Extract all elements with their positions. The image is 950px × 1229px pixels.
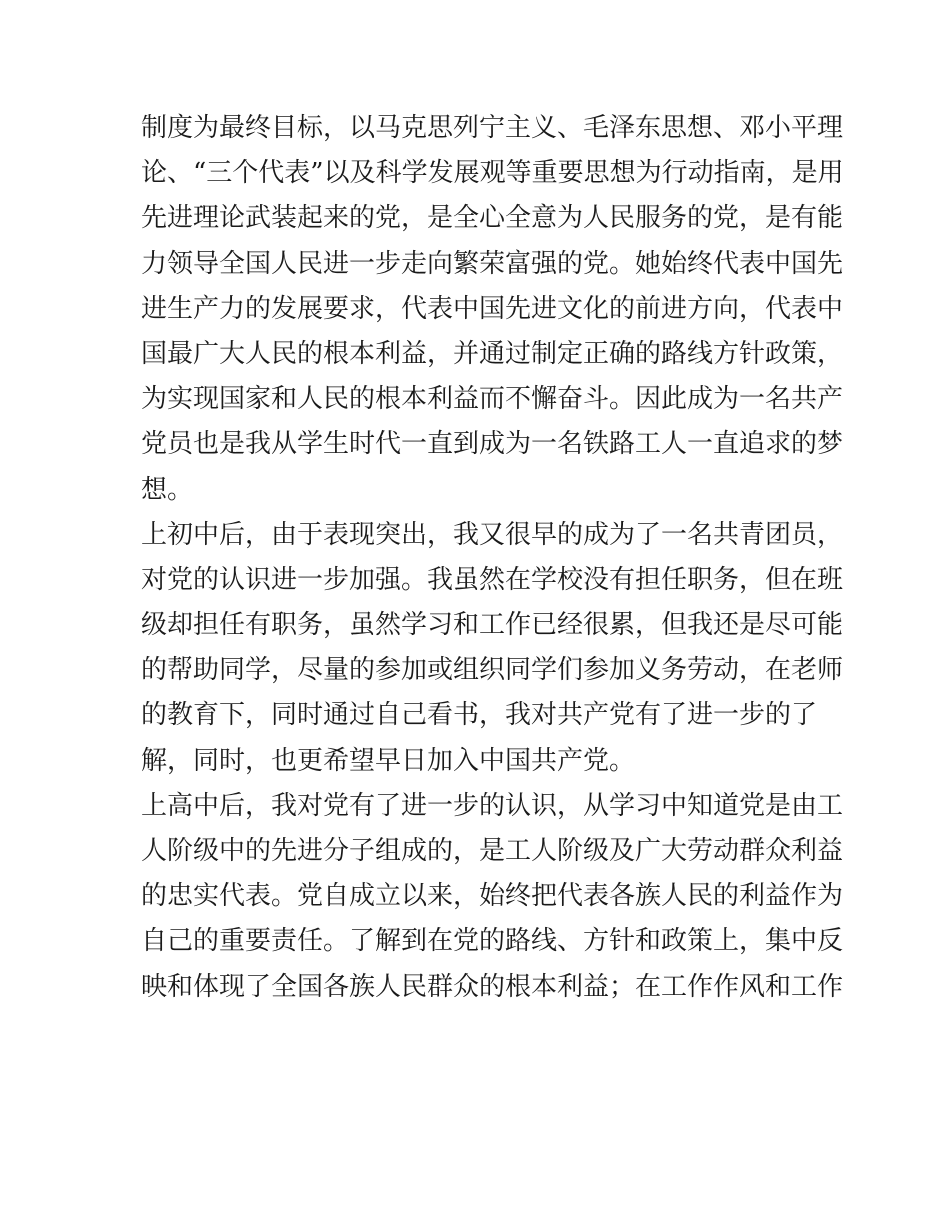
text-line: 人阶级中的先进分子组成的，是工人阶级及广大劳动群众利益 — [141, 836, 844, 866]
text-line: 先进理论武装起来的党，是全心全意为人民服务的党，是有能 — [141, 203, 844, 234]
text-line: 制度为最终目标，以马克思列宁主义、毛泽东思想、邓小平理 — [141, 113, 844, 143]
document-body — [141, 106, 844, 1010]
text-line: 对党的认识进一步加强。我虽然在学校没有担任职务，但在班 — [141, 564, 844, 595]
text-line: 解，同时，也更希望早日加入中国共产党。 — [141, 745, 636, 776]
text-line: 上初中后，由于表现突出，我又很早的成为了一名共青团员， — [141, 519, 844, 550]
text-line: 自己的重要责任。了解到在党的路线、方针和政策上，集中反 — [141, 926, 844, 957]
text-line: 为实现国家和人民的根本利益而不懈奋斗。因此成为一名共产 — [141, 384, 844, 415]
text-line: 的教育下，同时通过自己看书，我对共产党有了进一步的了 — [141, 700, 818, 731]
text-line: 国最广大人民的根本利益，并通过制定正确的路线方针政策， — [141, 338, 844, 369]
text-line: 的帮助同学，尽量的参加或组织同学们参加义务劳动，在老师 — [141, 655, 844, 686]
paragraph-3 — [141, 784, 844, 1010]
paragraph-2 — [141, 513, 844, 784]
text-line: 想。 — [141, 474, 194, 505]
text-line: 级却担任有职务，虽然学习和工作已经很累，但我还是尽可能 — [141, 610, 844, 641]
text-line: 力领导全国人民进一步走向繁荣富强的党。她始终代表中国先 — [141, 248, 844, 279]
text-line: 论、“三个代表”以及科学发展观等重要思想为行动指南，是用 — [141, 158, 844, 189]
text-line: 上高中后，我对党有了进一步的认识，从学习中知道党是由工 — [141, 790, 844, 821]
text-line: 进生产力的发展要求，代表中国先进文化的前进方向，代表中 — [141, 293, 844, 324]
paragraph-1 — [141, 106, 844, 513]
text-line: 映和体现了全国各族人民群众的根本利益；在工作作风和工作 — [141, 971, 844, 1002]
text-line: 的忠实代表。党自成立以来，始终把代表各族人民的利益作为 — [141, 881, 844, 912]
text-line: 党员也是我从学生时代一直到成为一名铁路工人一直追求的梦 — [141, 429, 844, 460]
